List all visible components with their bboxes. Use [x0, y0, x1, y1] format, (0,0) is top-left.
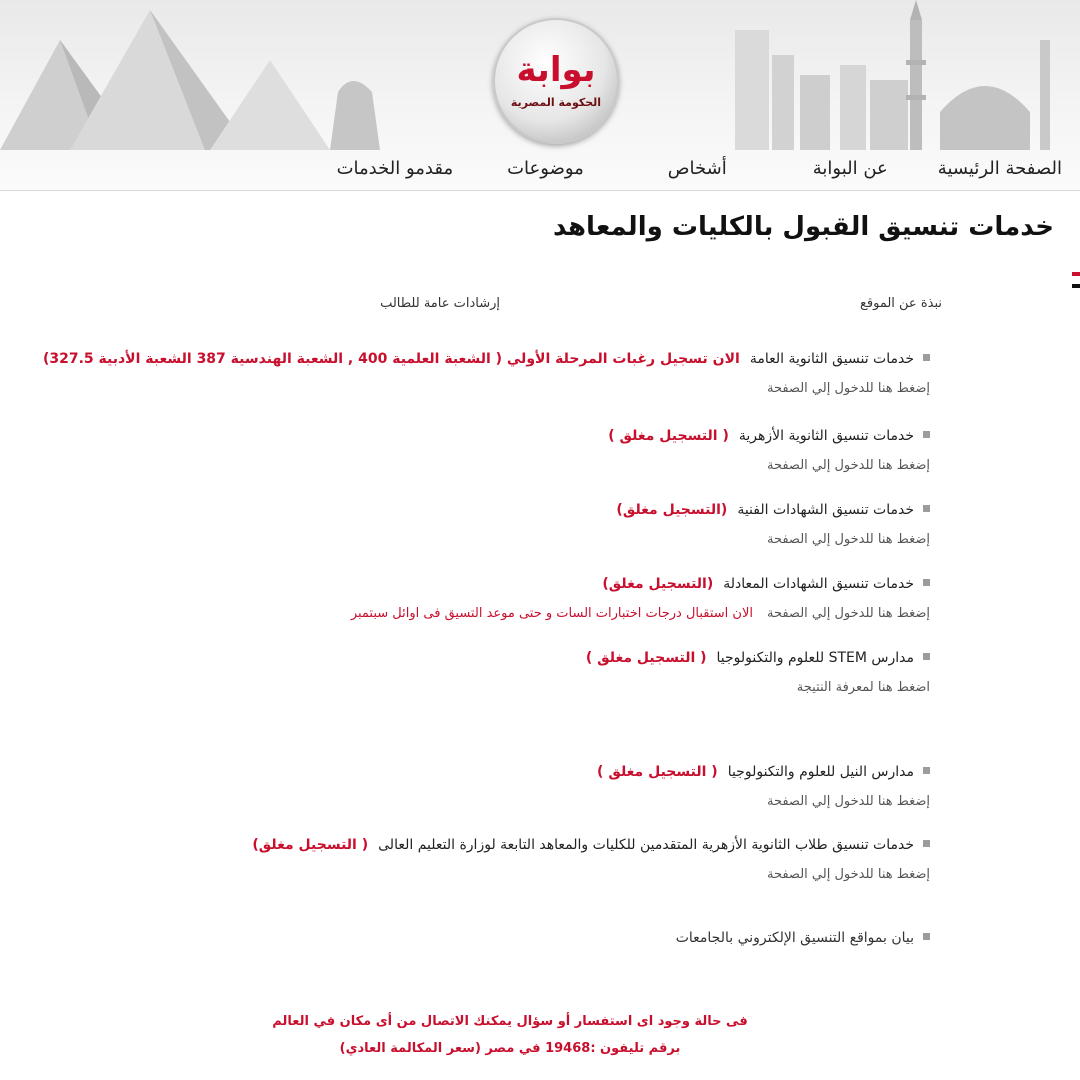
footer-phone-line: برقم تليفون :19468 في مصر (سعر المكالمة العادي): [339, 1041, 681, 1056]
bullet-icon: [923, 653, 930, 660]
bullet-icon: [923, 431, 930, 438]
service-page-link[interactable]: إضغط هنا للدخول إلي الصفحة: [766, 458, 930, 473]
footer-contact-line: فى حالة وجود اى استفسار أو سؤال يمكنك الاتصال من أى مكان في العالم: [272, 1014, 748, 1029]
service-status: ( التسجيل مغلق ): [608, 428, 729, 444]
service-status: ( التسجيل مغلق ): [597, 764, 718, 780]
service-status: (التسجيل مغلق): [616, 502, 728, 518]
service-page-link[interactable]: إضغط هنا للدخول إلي الصفحة: [766, 381, 930, 396]
service-title: خدمات تنسيق طلاب الثانوية الأزهرية المتقدمين للكليات والمعاهد التابعة لوزارة التعليم العالى: [378, 837, 914, 853]
service-status: ( التسجيل مغلق): [252, 837, 369, 853]
about-site-link[interactable]: نبذة عن الموقع: [859, 296, 942, 311]
service-item-azhar-secondary: [608, 427, 930, 475]
service-item-azhar-higher-education: [252, 836, 930, 884]
service-status: الان تسجيل رغبات المرحلة الأولي ( الشعبة العلمية 400 , الشعبة الهندسية 387 الشعبة الأدبية 327.5): [42, 351, 740, 367]
service-page-link[interactable]: إضغط هنا للدخول إلي الصفحة: [766, 867, 930, 882]
service-title: مدارس STEM للعلوم والتكنولوجيا: [716, 650, 914, 666]
bullet-icon: [923, 840, 930, 847]
main-nav: [0, 150, 1080, 186]
nav-item-home[interactable]: الصفحة الرئيسية: [937, 157, 1062, 179]
nav-item-about[interactable]: عن البوابة: [812, 157, 888, 179]
service-page-link[interactable]: إضغط هنا للدخول إلي الصفحة: [766, 532, 930, 547]
nav-item-people[interactable]: أشخاص: [667, 157, 727, 179]
service-page-link[interactable]: إضغط هنا للدخول إلي الصفحة: [766, 606, 930, 621]
service-item-nile-schools: [597, 763, 930, 811]
portal-logo[interactable]: [493, 18, 619, 144]
service-note: الان استقبال درجات اختبارات السات و حتى موعد التسيق فى اوائل سبتمبر: [350, 606, 753, 621]
university-sites-link[interactable]: بيان بمواقع التنسيق الإلكتروني بالجامعات: [675, 930, 914, 946]
service-title: مدارس النيل للعلوم والتكنولوجيا: [727, 764, 914, 780]
service-status: ( التسجيل مغلق ): [585, 650, 707, 666]
bullet-icon: [923, 579, 930, 586]
logo-subtitle: الحكومة المصرية: [510, 96, 602, 109]
service-page-link[interactable]: إضغط هنا للدخول إلي الصفحة: [766, 794, 930, 809]
student-guidelines-link[interactable]: إرشادات عامة للطالب: [380, 296, 500, 311]
service-item-university-sites: [676, 929, 930, 947]
service-item-general-secondary: [43, 350, 930, 398]
nav-item-topics[interactable]: موضوعات: [507, 157, 584, 179]
flag-accent: [1072, 272, 1080, 288]
page-title: خدمات تنسيق القبول بالكليات والمعاهد: [553, 212, 1054, 242]
service-title: خدمات تنسيق الشهادات الفنية: [737, 502, 914, 518]
service-title: خدمات تنسيق الثانوية العامة: [749, 351, 914, 367]
service-title: خدمات تنسيق الشهادات المعادلة: [723, 576, 914, 592]
service-title: خدمات تنسيق الثانوية الأزهرية: [738, 428, 914, 444]
bullet-icon: [923, 354, 930, 361]
nav-item-service-providers[interactable]: مقدمو الخدمات: [336, 157, 454, 179]
logo-wordmark: بوابة: [516, 50, 596, 90]
site-header: [0, 0, 1080, 191]
service-item-stem-schools: [586, 649, 930, 697]
service-result-link[interactable]: اضغط هنا لمعرفة النتيجة: [796, 680, 930, 695]
bullet-icon: [923, 505, 930, 512]
service-item-equivalent-certificates: [351, 575, 930, 623]
bullet-icon: [923, 767, 930, 774]
service-item-technical-certificates: [616, 501, 930, 549]
bullet-icon: [923, 933, 930, 940]
service-status: (التسجيل مغلق): [602, 576, 714, 592]
